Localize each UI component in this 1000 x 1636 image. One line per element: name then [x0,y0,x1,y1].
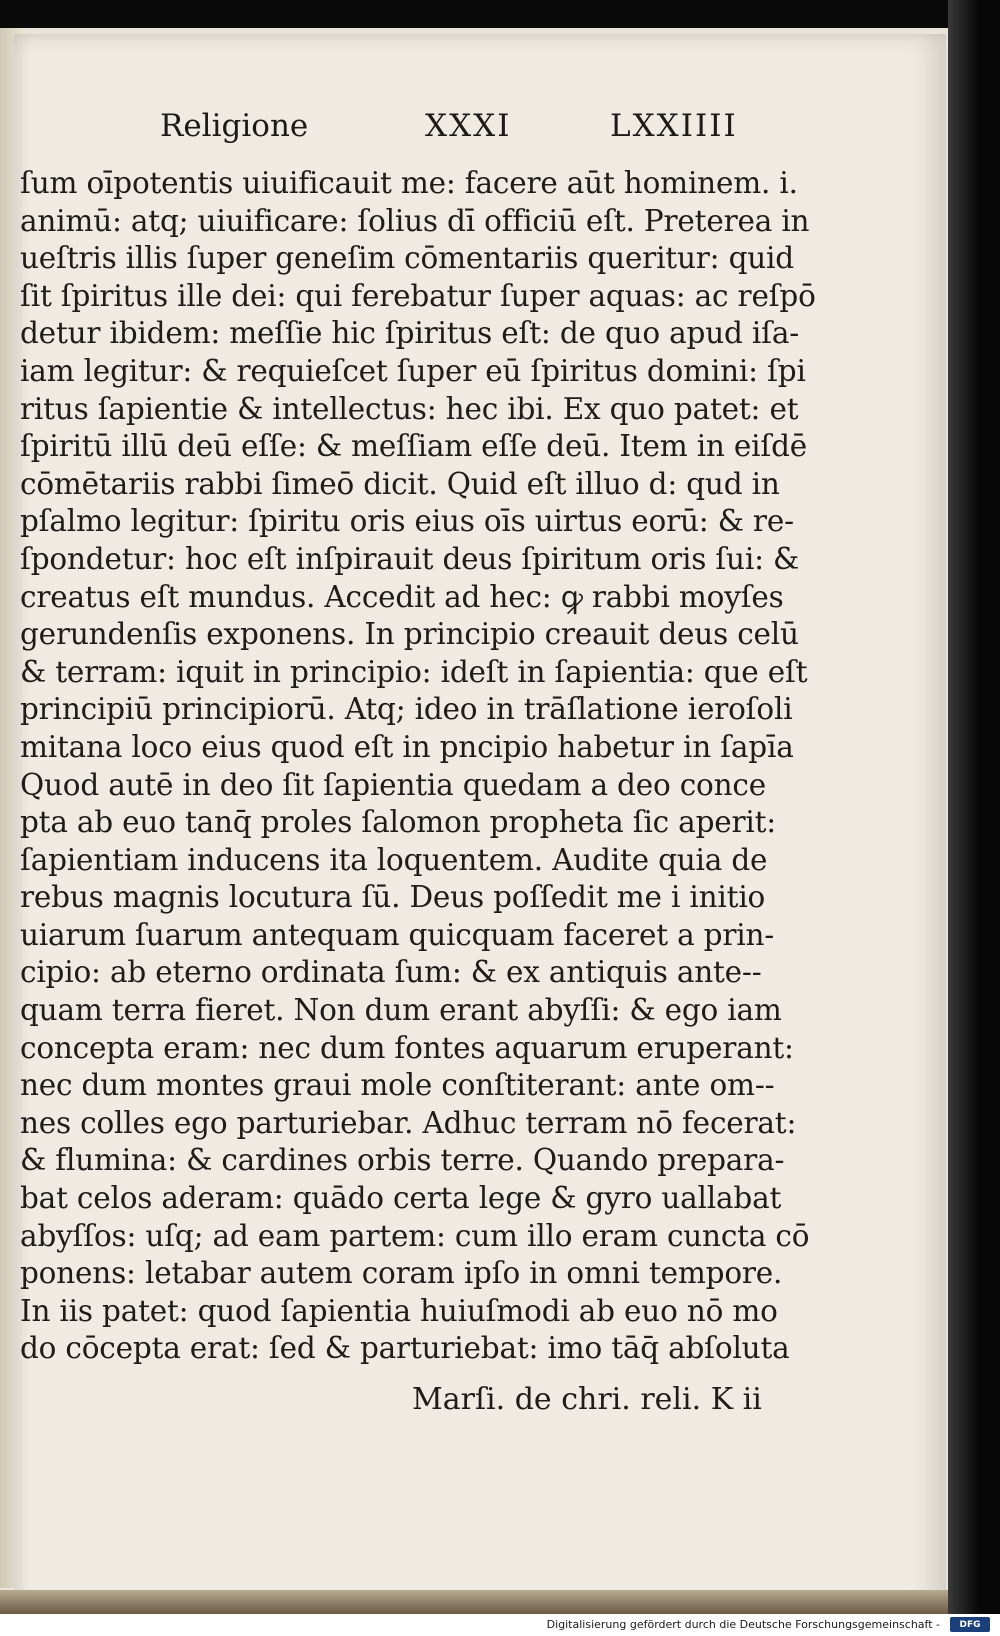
text-line: ſum oīpotentis uiuificauit me: facere aūt hominem. i. [20,166,798,200]
header-folio-number: LXXIIII [610,108,738,144]
text-line: pſalmo legitur: ſpiritu oris eius oīs uirtus eorū: & re- [20,504,794,539]
text-line: iam legitur: & requieſcet ſuper eū ſpiritus domini: ſpi [20,353,806,388]
text-line: ſapientiam inducens ita loquentem. Audite quia de [20,842,768,877]
text-line: uiarum ſuarum antequam quicquam faceret a prin- [20,917,775,952]
text-line: quam terra fieret. Non dum erant abyſſi: & ego iam [20,993,782,1028]
text-line: ſpiritū illū deū eſſe: & meſſiam eſſe deū. Item in eiſdē [20,429,808,464]
text-line: Quod autē in deo ſit ſapientia quedam a deo conce [20,767,766,802]
text-line: rebus magnis locutura ſū. Deus poſſedit me i initio [20,880,766,915]
text-line: abyſſos: uſq; ad eam partem: cum illo eram cuncta cō [20,1218,810,1253]
footer-credit: Digitalisierung gefördert durch die Deutsche Forschungsgemeinschaft - [546,1618,940,1631]
text-line: ſpondetur: hoc eſt inſpirauit deus ſpiritum oris ſui: & [20,541,800,576]
text-line: In iis patet: quod ſapientia huiuſmodi ab euo nō mo [20,1293,778,1328]
text-line: & flumina: & cardines orbis terre. Quando prepara- [20,1143,785,1178]
text-line: detur ibidem: meſſie hic ſpiritus eſt: de quo apud iſa- [20,316,800,351]
text-line: & terram: iquit in principio: ideſt in ſapientia: que eſt [20,654,808,689]
scan-right-border [948,0,1000,1636]
text-line: nec dum montes graui mole conſtiterant: ante om-- [20,1068,775,1103]
text-line: creatus eſt mundus. Accedit ad hec: ꝙ rabbi moyſes [20,579,784,614]
text-line: ſit ſpiritus ille dei: qui ferebatur ſuper aquas: ac reſpō [20,278,816,313]
text-line: ueſtris illis ſuper geneſim cōmentariis queritur: quid [20,241,794,276]
text-line: ritus ſapientie & intellectus: hec ibi. Ex quo patet: et [20,391,799,426]
text-line: bat celos aderam: quādo certa lege & gyro uallabat [20,1181,782,1216]
signature-mark: Marſi. de chri. reli. K ii [412,1382,762,1417]
header-chapter-number: XXXI [425,108,512,144]
digitization-footer [0,1614,1000,1636]
text-line: cōmētariis rabbi ſimeō dicit. Quid eſt illuo d: qud in [20,466,780,501]
scan-bottom-border [0,1590,948,1614]
text-line: cipio: ab eterno ordinata ſum: & ex antiquis ante-- [20,955,762,990]
header-section-title: Religione [160,108,309,144]
text-line: mitana loco eius quod eſt in pncipio habetur in ſapīa [20,729,794,764]
text-line: animū: atq; uiuificare: ſolius dī officiū eſt. Preterea in [20,203,810,238]
text-line: ponens: letabar autem coram ipſo in omni tempore. [20,1256,783,1291]
text-line: concepta eram: nec dum fontes aquarum eruperant: [20,1030,794,1065]
text-line: pta ab euo tanq̄ proles ſalomon propheta ſic aperit: [20,805,777,840]
dfg-logo-icon: DFG [950,1617,990,1632]
text-line: gerundenſis exponens. In principio creauit deus celū [20,617,799,652]
text-line: principiū principiorū. Atq; ideo in trāſlatione ieroſoli [20,692,793,727]
text-line: do cōcepta erat: ſed & parturiebat: imo tāq̄ abſoluta [20,1331,790,1366]
text-line: nes colles ego parturiebar. Adhuc terram nō fecerat: [20,1105,797,1140]
running-header [0,108,948,152]
scan-top-border [0,0,1000,28]
body-text [20,165,830,1368]
